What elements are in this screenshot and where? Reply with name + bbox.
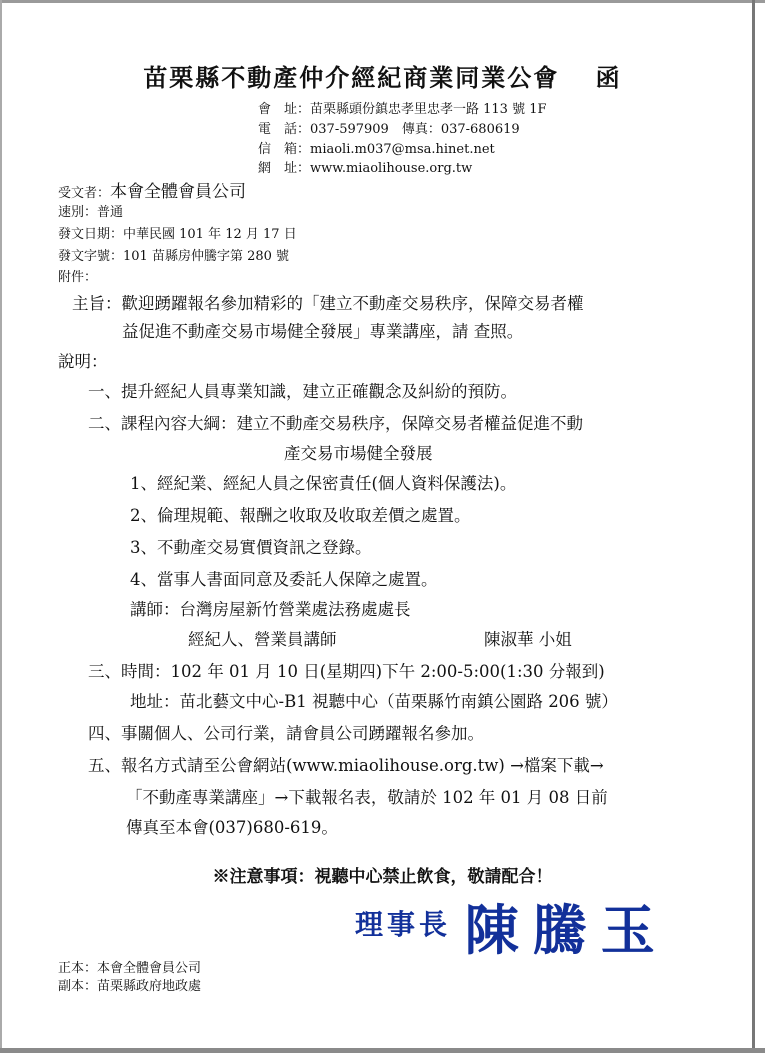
subject-line-2: 益促進不動產交易市場健全發展」專業講座，請 查照。 (122, 322, 524, 341)
contact-label: 電 話： (258, 122, 311, 137)
contact-value: 苗栗縣頭份鎮忠孝里忠孝一路 113 號 1F (310, 102, 547, 117)
priority-line: 速別：普通 (58, 205, 124, 220)
explanation-item-5-cont-1: 「不動產專業講座」→下載報名表，敬請於 102 年 01 月 08 日前 (126, 788, 608, 807)
venue-address: 地址：苗北藝文中心-B1 視聽中心（苗栗縣竹南鎮公園路 206 號） (130, 692, 618, 711)
contact-value: 037-597909 傳真：037-680619 (310, 122, 520, 137)
outline-sub-2: 2、倫理規範、報酬之收取及收取差價之處置。 (130, 506, 471, 525)
scan-edge-bottom (0, 1048, 765, 1053)
contact-value: www.miaolihouse.org.tw (310, 161, 473, 176)
contact-value: miaoli.m037@msa.hinet.net (310, 142, 495, 157)
notice-text: ※注意事項：視聽中心禁止飲食，敬請配合！ (212, 867, 553, 887)
contact-label: 信 箱： (258, 142, 311, 157)
copy-recipient: 副本：苗栗縣政府地政處 (58, 979, 202, 994)
lecturer-name: 陳淑華 小姐 (484, 630, 572, 649)
explanation-item-2: 二、課程內容大綱：建立不動產交易秩序，保障交易者權益促進不動 (88, 414, 583, 433)
subject-line-1: 主旨：歡迎踴躍報名參加精彩的「建立不動產交易秩序，保障交易者權 (72, 294, 584, 313)
original-recipient: 正本：本會全體會員公司 (58, 961, 202, 976)
explanation-item-5-cont-2: 傳真至本會(037)680-619。 (126, 818, 338, 837)
lecturer-line-1: 講師：台灣房屋新竹營業處法務處處長 (130, 600, 411, 619)
issue-date: 發文日期：中華民國 101 年 12 月 17 日 (58, 227, 297, 242)
lecturer-line-2: 經紀人、營業員講師 (188, 630, 337, 649)
contact-email (258, 138, 495, 157)
contact-phone (258, 118, 520, 137)
contact-label: 會 址： (258, 102, 311, 117)
explanation-item-4: 四、事關個人、公司行業，請會員公司踴躍報名參加。 (88, 724, 484, 743)
explanation-item-5: 五、報名方式請至公會網站(www.miaolihouse.org.tw) →檔案下載→ (88, 756, 604, 775)
scan-edge-top (0, 0, 765, 3)
document-title: 苗栗縣不動產仲介經紀商業同業公會 函 (143, 63, 622, 92)
attachment-line: 附件： (58, 270, 98, 285)
explanation-item-1: 一、提升經紀人員專業知識，建立正確觀念及糾紛的預防。 (88, 382, 517, 401)
reference-number: 發文字號：101 苗縣房仲騰字第 280 號 (58, 249, 290, 264)
scan-edge-right (752, 0, 755, 1053)
explanation-item-3: 三、時間：102 年 01 月 10 日(星期四)下午 2:00-5:00(1:30 分報到) (88, 662, 605, 681)
explanation-heading: 說明： (58, 352, 108, 371)
scan-edge-left (0, 0, 2, 1053)
signature-name: 陳騰玉 (464, 898, 669, 962)
signature-title: 理事長 (355, 908, 452, 941)
recipient-label: 受文者： (58, 186, 111, 201)
signature-block (355, 888, 669, 965)
contact-label: 網 址： (258, 161, 311, 176)
outline-sub-3: 3、不動產交易實價資訊之登錄。 (130, 538, 372, 557)
contact-website (258, 157, 472, 176)
recipient-line (58, 177, 246, 202)
outline-sub-1: 1、經紀業、經紀人員之保密責任(個人資料保護法)。 (130, 474, 517, 493)
outline-sub-4: 4、當事人書面同意及委託人保障之處置。 (130, 570, 438, 589)
contact-address (258, 98, 547, 117)
explanation-item-2-cont: 產交易市場健全發展 (284, 444, 433, 463)
recipient-value: 本會全體會員公司 (110, 182, 247, 202)
